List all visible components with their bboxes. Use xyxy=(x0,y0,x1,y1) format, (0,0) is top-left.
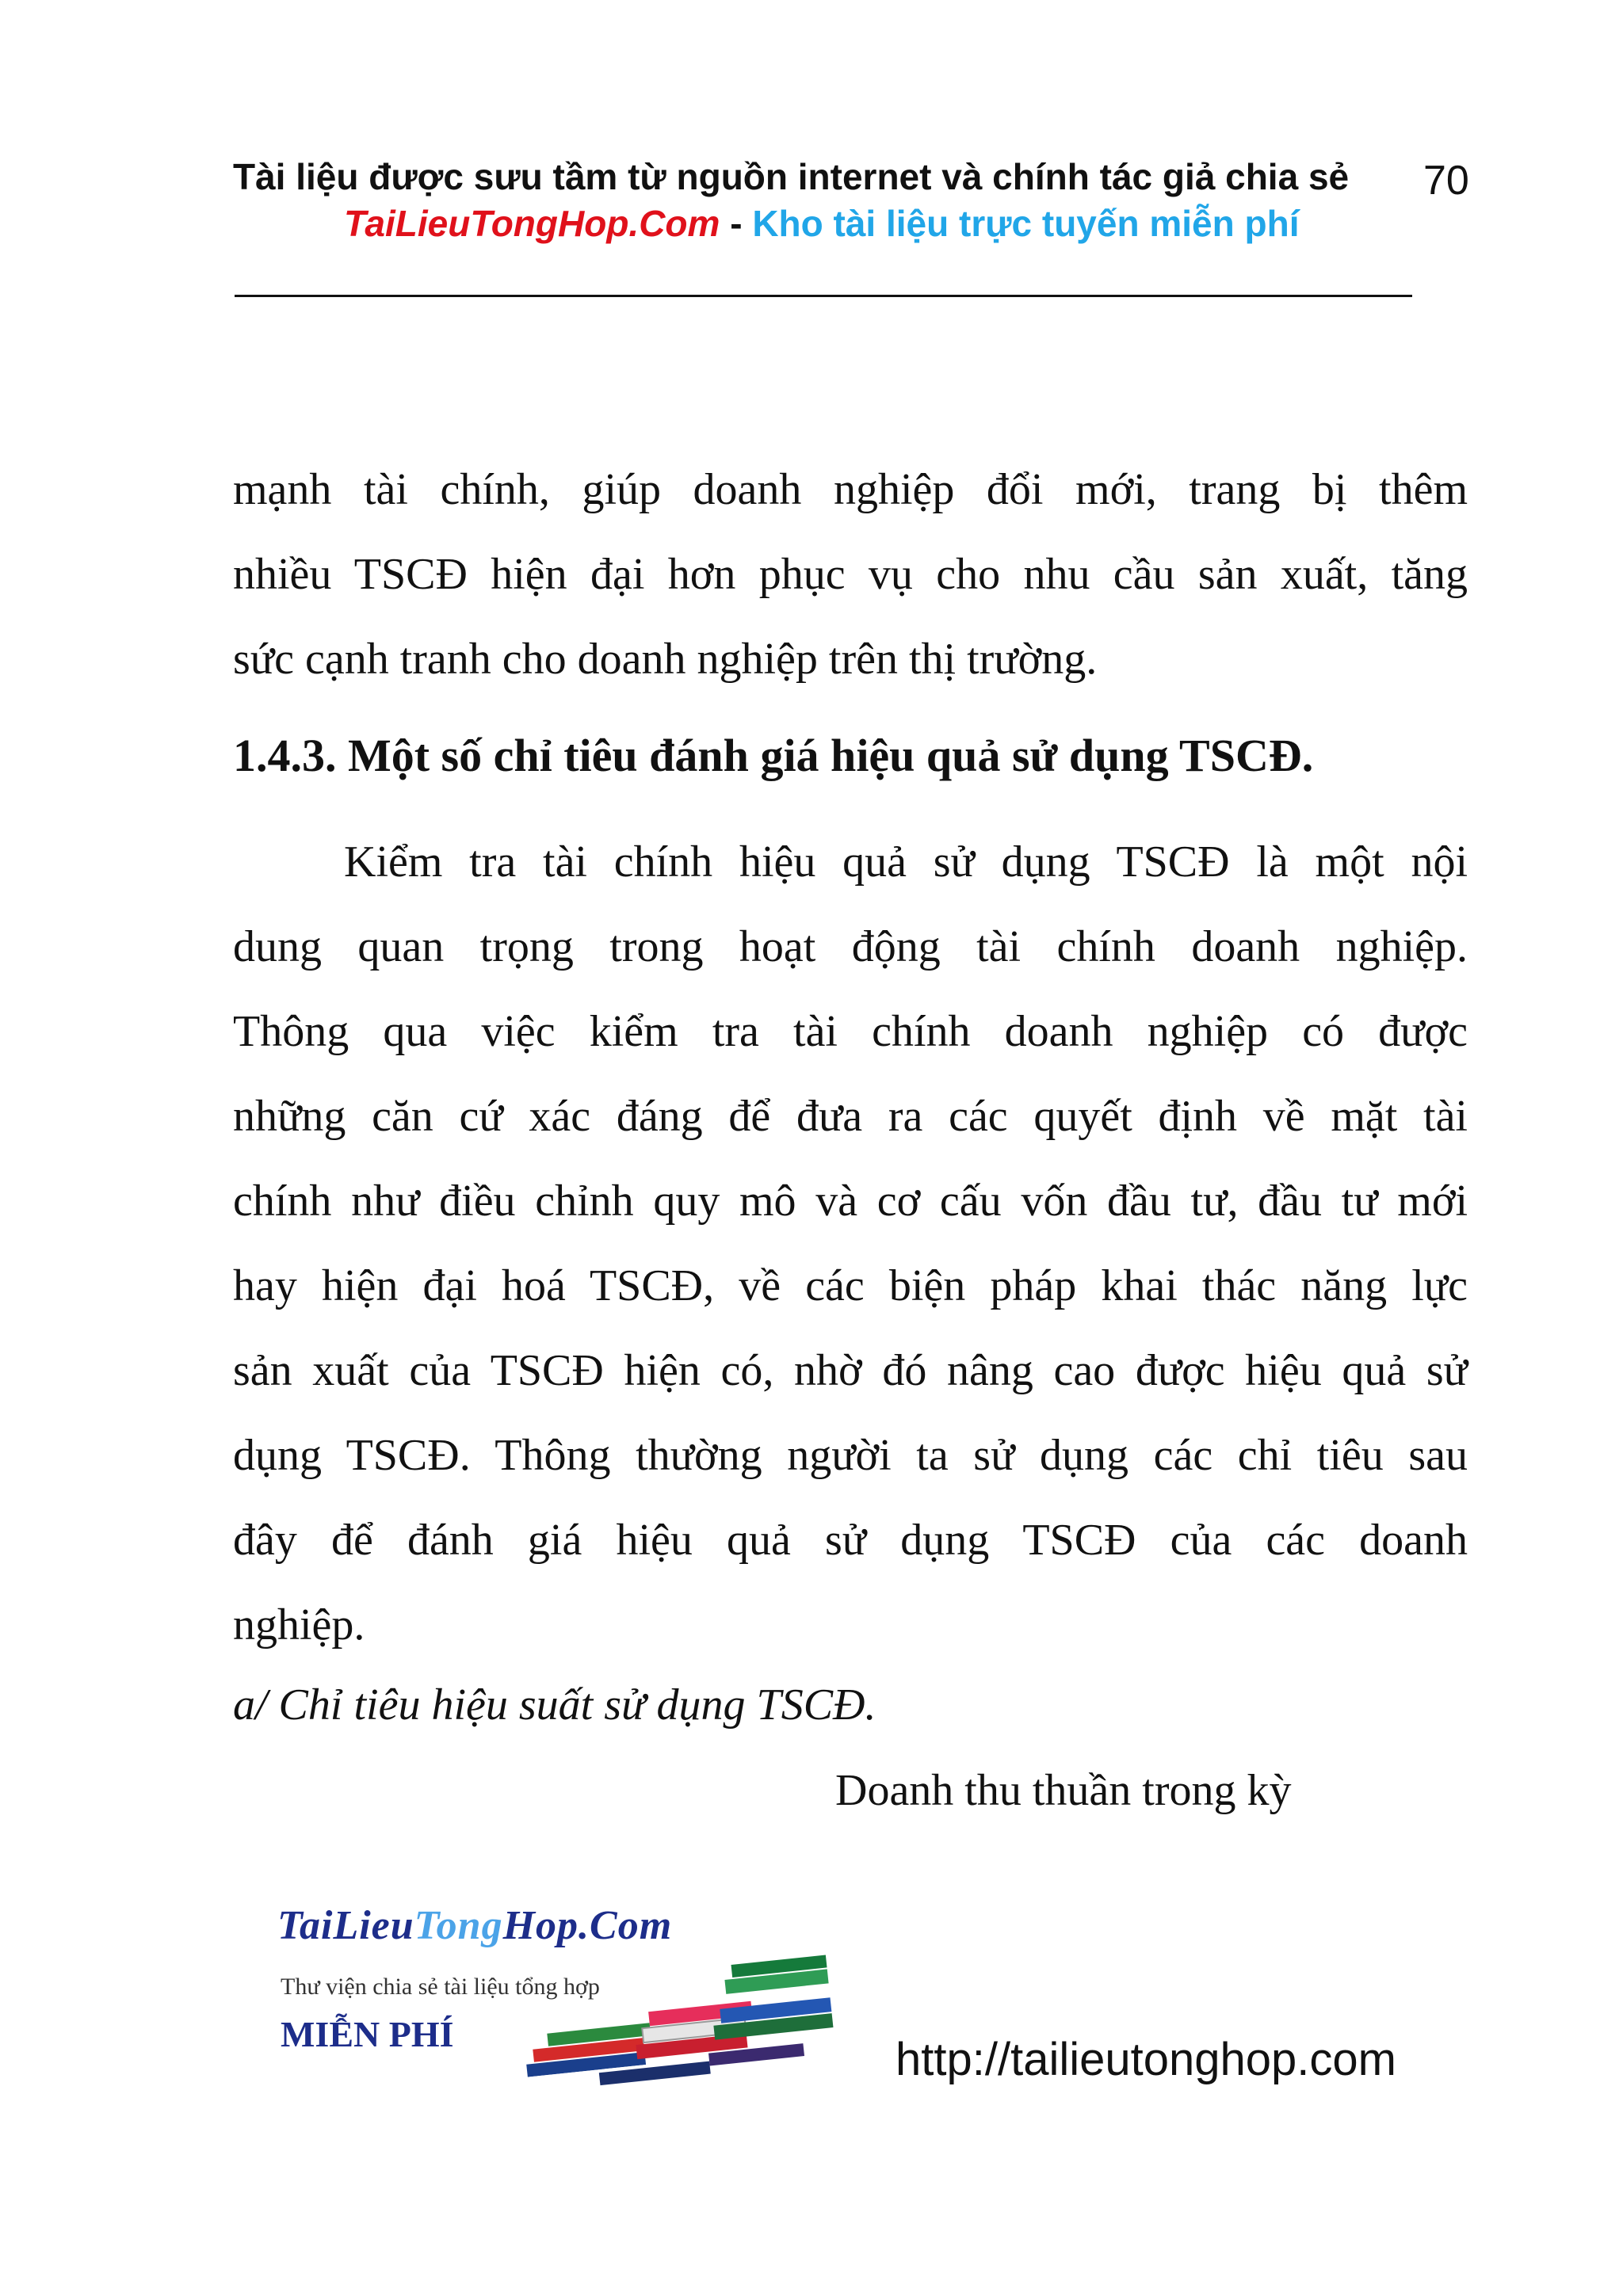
logo-brand-part1: TaiLieu xyxy=(277,1903,414,1948)
section-heading: 1.4.3. Một số chỉ tiêu đánh giá hiệu quả sử dụng TSCĐ. xyxy=(233,730,1314,781)
paragraph-2 xyxy=(233,820,1468,1668)
paragraph-line: chính như điều chỉnh quy mô và cơ cấu vốn đầu tư, đầu tư mới xyxy=(233,1177,1468,1226)
header-separator: - xyxy=(720,203,753,244)
formula-numerator: Doanh thu thuần trong kỳ xyxy=(835,1766,1292,1815)
page-number: 70 xyxy=(1423,158,1469,204)
paragraph-line: sản xuất của TSCĐ hiện có, nhờ đó nâng cao được hiệu quả sử xyxy=(233,1346,1468,1395)
books-icon xyxy=(515,1953,848,2088)
paragraph-line: đây để đánh giá hiệu quả sử dụng TSCĐ của các doanh xyxy=(233,1516,1468,1565)
paragraph-line: dung quan trọng trong hoạt động tài chính doanh nghiệp. xyxy=(233,922,1468,971)
logo-free-text: MIỄN PHÍ xyxy=(281,2014,454,2054)
paragraph-line: hay hiện đại hoá TSCĐ, về các biện pháp khai thác năng lực xyxy=(233,1261,1468,1310)
paragraph-line: Thông qua việc kiểm tra tài chính doanh nghiệp có được xyxy=(233,1007,1468,1056)
header-subtitle xyxy=(344,202,1299,245)
header-tagline: Kho tài liệu trực tuyến miễn phí xyxy=(752,203,1300,244)
paragraph-line: nhiều TSCĐ hiện đại hơn phục vụ cho nhu cầu sản xuất, tăng xyxy=(233,550,1468,599)
header-title: Tài liệu được sưu tầm từ nguồn internet và chính tác giả chia sẻ xyxy=(233,156,1350,197)
paragraph-line: sức cạnh tranh cho doanh nghiệp trên thị trường. xyxy=(233,635,1098,684)
paragraph-line: nghiệp. xyxy=(233,1600,365,1650)
subsection-heading: a/ Chỉ tiêu hiệu suất sử dụng TSCĐ. xyxy=(233,1680,876,1730)
site-name-link[interactable]: TaiLieuTongHop.Com xyxy=(344,203,720,244)
paragraph-line: dụng TSCĐ. Thông thường người ta sử dụng các chỉ tiêu sau xyxy=(233,1431,1468,1480)
paragraph-line: Kiểm tra tài chính hiệu quả sử dụng TSCĐ là một nội xyxy=(344,837,1468,887)
footer-url-link[interactable]: http://tailieutonghop.com xyxy=(896,2034,1396,2085)
paragraph-line: những căn cứ xác đáng để đưa ra các quyết định về mặt tài xyxy=(233,1092,1468,1141)
site-logo[interactable] xyxy=(277,1897,880,2088)
logo-brand-part3: Hop.Com xyxy=(502,1903,673,1948)
paragraph-1 xyxy=(233,448,1468,702)
logo-brand-part2: Tong xyxy=(414,1903,503,1948)
header-rule xyxy=(235,295,1412,297)
logo-tagline: Thư viện chia sẻ tài liệu tổng hợp xyxy=(281,1974,600,2000)
logo-brand xyxy=(277,1902,672,1949)
paragraph-line: mạnh tài chính, giúp doanh nghiệp đổi mới, trang bị thêm xyxy=(233,465,1468,514)
